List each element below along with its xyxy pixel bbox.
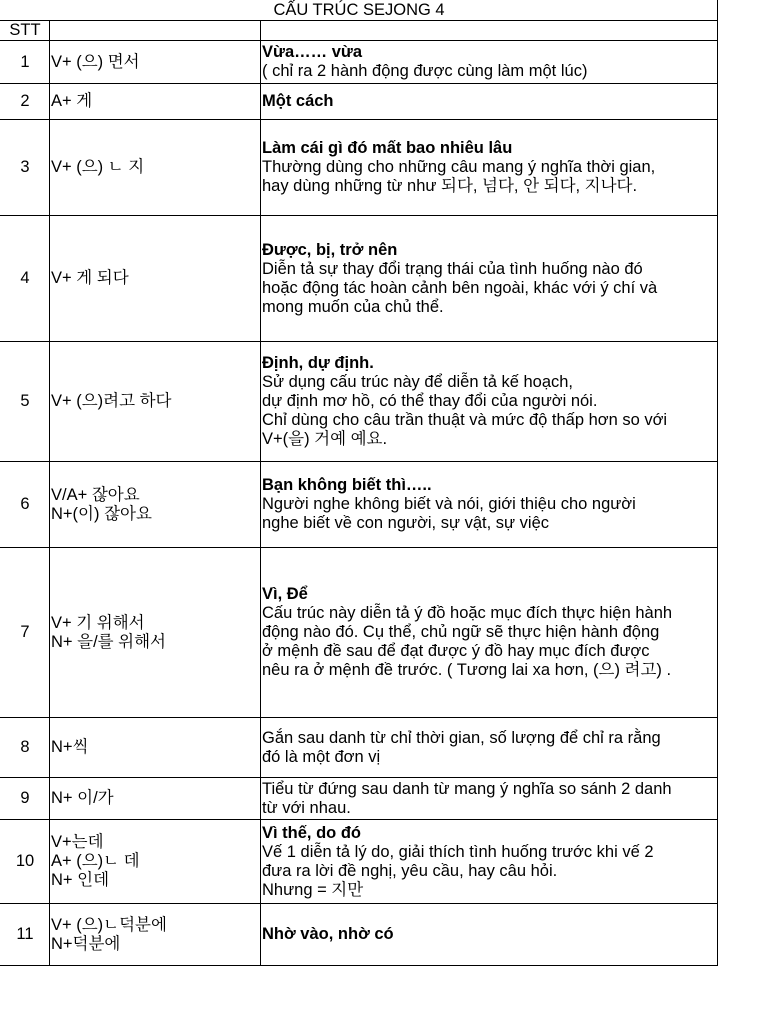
description-line: Chỉ dùng cho câu trần thuật và mức độ thấp hơn so với (262, 411, 668, 429)
structure-cell[interactable] (50, 342, 261, 462)
description-line: hay dùng những từ như 되다, 넘다, 안 되다, 지나다. (262, 177, 638, 195)
structure-cell[interactable] (50, 820, 261, 904)
description-line: Vế 1 diễn tả lý do, giải thích tình huống trước khi vế 2 (262, 842, 654, 861)
structure-cell[interactable] (50, 120, 261, 216)
stt-cell[interactable]: 8 (0, 718, 50, 778)
description-line: đó là một đơn vị (262, 747, 381, 766)
table-row (0, 718, 718, 778)
header-description[interactable] (261, 21, 718, 41)
description-line: mong muốn của chủ thể. (262, 297, 444, 316)
description-cell[interactable] (261, 84, 718, 120)
structure-line: V+ 게 되다 (51, 269, 129, 287)
table-row (0, 41, 718, 84)
structure-line: N+ 이/가 (51, 789, 114, 807)
description-line: Sử dụng cấu trúc này để diễn tả kế hoạch, (262, 373, 574, 391)
description-line: Thường dùng cho những câu mang ý nghĩa thời gian, (262, 158, 656, 176)
description-cell[interactable] (261, 120, 718, 216)
structure-cell[interactable] (50, 41, 261, 84)
structure-line: V+ 기 위해서 (51, 613, 145, 632)
description-line: Diễn tả sự thay đổi trạng thái của tình huống nào đó (262, 259, 643, 278)
sheet-title[interactable]: CẤU TRÚC SEJONG 4 (0, 0, 718, 21)
header-stt[interactable]: STT (0, 21, 50, 41)
description-line: Người nghe không biết và nói, giới thiệu cho người (262, 495, 636, 513)
structure-line: V+ (으)ㄴ덕분에 (51, 915, 167, 934)
structure-line: N+(이) 잖아요 (51, 504, 152, 523)
structure-cell[interactable] (50, 216, 261, 342)
description-title: Vừa…… vừa (262, 43, 363, 61)
structure-cell[interactable] (50, 462, 261, 548)
description-line: Gắn sau danh từ chỉ thời gian, số lượng để chỉ ra rằng (262, 728, 661, 747)
stt-cell[interactable]: 9 (0, 778, 50, 820)
description-line: V+(을) 거예 예요. (262, 430, 388, 448)
stt-cell[interactable]: 4 (0, 216, 50, 342)
table-row (0, 820, 718, 904)
description-title: Một cách (262, 92, 334, 110)
description-line: đưa ra lời đề nghị, yêu cầu, hay câu hỏi. (262, 861, 558, 880)
description-line: từ với nhau. (262, 798, 351, 817)
stt-cell[interactable]: 10 (0, 820, 50, 904)
structure-line: N+ 인데 (51, 871, 110, 889)
header-row (0, 21, 718, 41)
structure-line: V+는데 (51, 833, 104, 851)
description-cell[interactable] (261, 820, 718, 904)
description-title: Vì thế, do đó (262, 823, 361, 842)
description-line: hoặc động tác hoàn cảnh bên ngoài, khác với ý chí và (262, 278, 658, 297)
table-row (0, 120, 718, 216)
description-cell[interactable] (261, 216, 718, 342)
stt-cell[interactable]: 5 (0, 342, 50, 462)
stt-cell[interactable]: 1 (0, 41, 50, 84)
description-title: Bạn không biết thì….. (262, 476, 432, 494)
stt-cell[interactable]: 3 (0, 120, 50, 216)
structure-line: A+ (으)ㄴ 데 (51, 852, 140, 870)
structure-cell[interactable] (50, 904, 261, 966)
description-line: động nào đó. Cụ thể, chủ ngữ sẽ thực hiện hành động (262, 623, 660, 641)
structure-line: A+ 게 (51, 92, 93, 110)
table-row (0, 462, 718, 548)
structure-cell[interactable] (50, 718, 261, 778)
table-row (0, 778, 718, 820)
description-title: Vì, Để (262, 585, 308, 603)
description-line: nghe biết về con người, sự vật, sự việc (262, 514, 550, 532)
description-cell[interactable] (261, 342, 718, 462)
description-cell[interactable] (261, 778, 718, 820)
description-cell[interactable] (261, 462, 718, 548)
stt-cell[interactable]: 11 (0, 904, 50, 966)
description-line: ở mệnh đề sau để đạt được ý đồ hay mục đích được (262, 642, 650, 660)
table-row (0, 84, 718, 120)
stt-cell[interactable]: 7 (0, 548, 50, 718)
description-title: Được, bị, trở nên (262, 240, 398, 259)
description-cell[interactable] (261, 548, 718, 718)
structure-line: N+씩 (51, 738, 89, 756)
structure-cell[interactable] (50, 778, 261, 820)
description-line: ( chỉ ra 2 hành động được cùng làm một lúc) (262, 62, 588, 80)
structure-line: N+덕분에 (51, 934, 121, 953)
structure-cell[interactable] (50, 548, 261, 718)
header-structure[interactable] (50, 21, 261, 41)
description-cell[interactable] (261, 41, 718, 84)
structure-line: N+ 을/를 위해서 (51, 632, 166, 651)
description-line: Nhưng = 지만 (262, 880, 364, 899)
table-row (0, 342, 718, 462)
structure-line: V+ (으) ㄴ 지 (51, 158, 145, 176)
description-line: dự định mơ hồ, có thể thay đổi của người nói. (262, 392, 598, 410)
description-title: Làm cái gì đó mất bao nhiêu lâu (262, 139, 513, 157)
description-cell[interactable] (261, 904, 718, 966)
structure-cell[interactable] (50, 84, 261, 120)
table-row (0, 904, 718, 966)
table-row (0, 216, 718, 342)
table-row (0, 548, 718, 718)
description-title: Nhờ vào, nhờ có (262, 925, 394, 943)
title-row (0, 0, 718, 21)
stt-cell[interactable]: 6 (0, 462, 50, 548)
structure-line: V+ (으)려고 하다 (51, 392, 172, 410)
stt-cell[interactable]: 2 (0, 84, 50, 120)
description-line: nêu ra ở mệnh đề trước. ( Tương lai xa hơn, (으) 려고) . (262, 661, 672, 679)
description-title: Định, dự định. (262, 354, 374, 372)
description-cell[interactable] (261, 718, 718, 778)
description-line: Cấu trúc này diễn tả ý đồ hoặc mục đích thực hiện hành (262, 604, 673, 622)
structure-line: V+ (으) 면서 (51, 52, 140, 71)
description-line: Tiểu từ đứng sau danh từ mang ý nghĩa so sánh 2 danh (262, 779, 672, 798)
structure-line: V/A+ 잖아요 (51, 485, 140, 504)
